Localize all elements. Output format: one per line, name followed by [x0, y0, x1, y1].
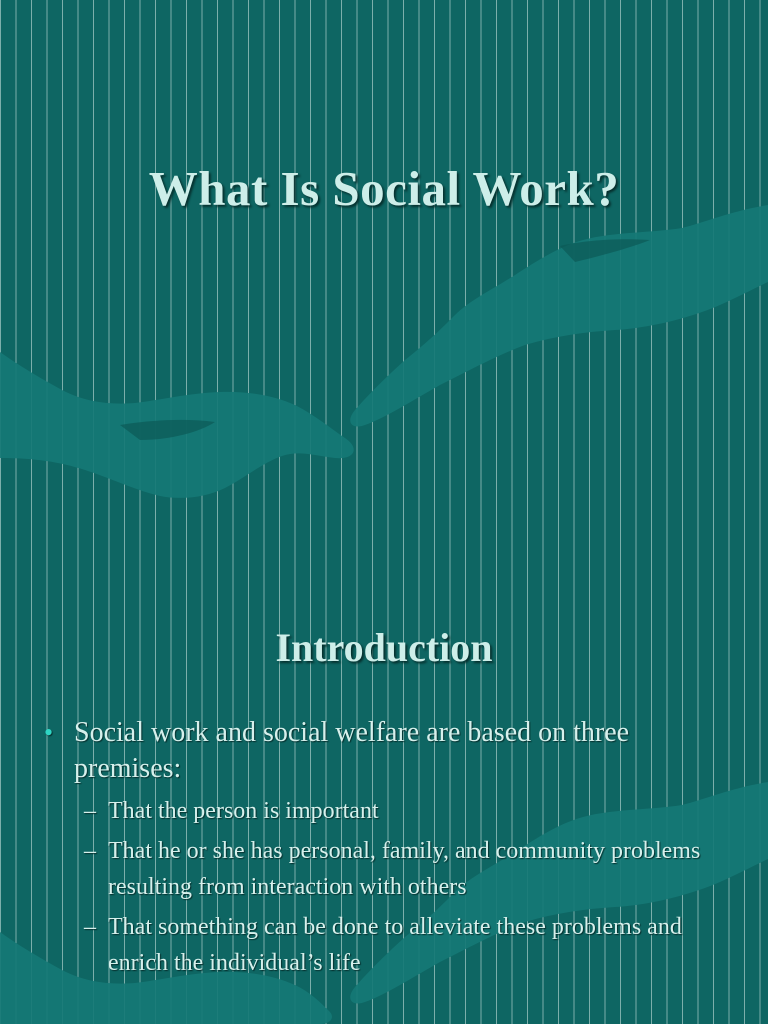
slide-2: [0, 512, 768, 1024]
right-hand-shape: [350, 205, 768, 427]
sub-bullet-item: [42, 833, 732, 905]
dash-marker: –: [84, 838, 96, 864]
slide-title: Introduction: [275, 625, 493, 670]
bullet-item: [42, 715, 732, 787]
sub-bullet-item: [42, 793, 732, 829]
sub-bullet-text: That something can be done to alleviate these problems and enrich the individual’s life: [108, 914, 682, 976]
dash-marker: –: [84, 798, 96, 824]
bullet-text: Social work and social welfare are based on three premises:: [74, 717, 630, 784]
slide-title: What Is Social Work?: [148, 161, 620, 216]
sub-bullet-text: That he or she has personal, family, and community problems resulting from interaction with others: [108, 838, 701, 900]
dash-marker: –: [84, 914, 96, 940]
bullet-marker: •: [44, 718, 54, 747]
sub-bullet-text: That the person is important: [108, 798, 379, 824]
sub-bullet-item: [42, 909, 732, 981]
bullet-list: [42, 715, 732, 985]
sub-bullet-list: [42, 793, 732, 981]
